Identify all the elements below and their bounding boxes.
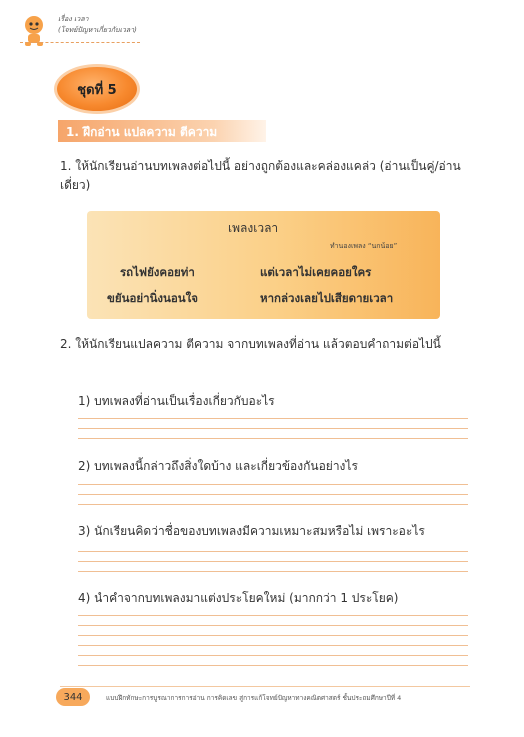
answer-line[interactable] bbox=[78, 615, 468, 616]
answer-line[interactable] bbox=[78, 494, 468, 495]
answer-line[interactable] bbox=[78, 484, 468, 485]
header-subtopic: (โจทย์ปัญหาเกี่ยวกับเวลา) bbox=[58, 26, 137, 34]
page-number-badge bbox=[56, 688, 90, 706]
footer-divider bbox=[60, 686, 470, 687]
sub-question-4: 4) นำคำจากบทเพลงมาแต่งประโยคใหม่ (มากกว่า 1 ประโยค) bbox=[78, 591, 399, 605]
lyric-line: ขยันอย่านิ่งนอนใจ bbox=[107, 291, 199, 305]
lyric-line: แต่เวลาไม่เคยคอยใคร bbox=[260, 265, 372, 279]
song-author: ทำนองเพลง “นกน้อย” bbox=[330, 242, 398, 250]
answer-line[interactable] bbox=[78, 655, 468, 656]
question-2: 2. ให้นักเรียนแปลความ ตีความ จากบทเพลงที่อ่าน แล้วตอบคำถามต่อไปนี้ bbox=[60, 337, 441, 351]
set-label: ชุดที่ 5 bbox=[77, 82, 117, 98]
answer-line[interactable] bbox=[78, 635, 468, 636]
section-title: 1. ฝึกอ่าน แปลความ ตีความ bbox=[66, 125, 218, 139]
sub-question-3: 3) นักเรียนคิดว่าชื่อของบทเพลงมีความเหมาะสมหรือไม่ เพราะอะไร bbox=[78, 524, 425, 538]
lyric-line: รถไฟยังคอยท่า bbox=[120, 265, 195, 279]
question-1: 1. ให้นักเรียนอ่านบทเพลงต่อไปนี้ อย่างถูกต้องและคล่องแคล่ว (อ่านเป็นคู่/อ่านเดี่ยว) bbox=[60, 159, 461, 192]
answer-line[interactable] bbox=[78, 504, 468, 505]
answer-line[interactable] bbox=[78, 665, 468, 666]
header-divider bbox=[20, 42, 140, 43]
song-title: เพลงเวลา bbox=[228, 221, 279, 235]
answer-line[interactable] bbox=[78, 551, 468, 552]
answer-line[interactable] bbox=[78, 561, 468, 562]
lyric-line: หากล่วงเลยไปเสียดายเวลา bbox=[260, 291, 394, 305]
sub-question-1: 1) บทเพลงที่อ่านเป็นเรื่องเกี่ยวกับอะไร bbox=[78, 394, 275, 408]
answer-line[interactable] bbox=[78, 625, 468, 626]
set-badge bbox=[54, 64, 140, 114]
page-number: 344 bbox=[63, 691, 83, 703]
answer-line[interactable] bbox=[78, 438, 468, 439]
answer-line[interactable] bbox=[78, 571, 468, 572]
answer-line[interactable] bbox=[78, 428, 468, 429]
footer-text: แบบฝึกทักษะการบูรณาการการอ่าน การคิดเลข สู่การแก้โจทย์ปัญหาทางคณิตศาสตร์ ชั้นประถมศึกษาปีที่ 4 bbox=[106, 694, 402, 702]
sub-question-2: 2) บทเพลงนี้กล่าวถึงสิ่งใดบ้าง และเกี่ยวข้องกันอย่างไร bbox=[78, 459, 358, 473]
answer-line[interactable] bbox=[78, 418, 468, 419]
header-topic: เรื่อง เวลา bbox=[58, 15, 89, 23]
answer-line[interactable] bbox=[78, 645, 468, 646]
